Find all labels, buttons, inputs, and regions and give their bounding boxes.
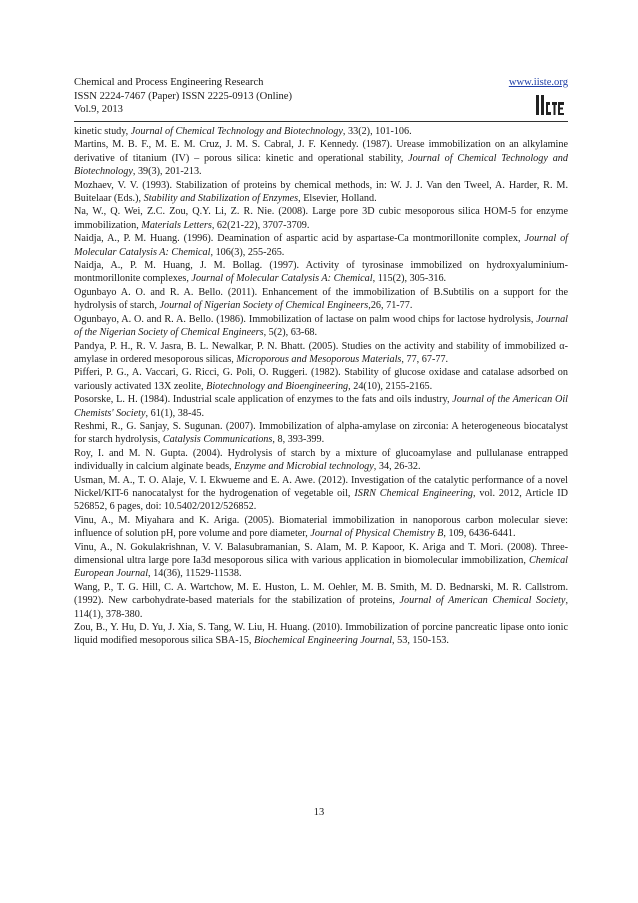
reference-list — [74, 125, 568, 648]
issn-line: ISSN 2224-7467 (Paper) ISSN 2225-0913 (Online) — [74, 90, 293, 102]
journal-info — [74, 76, 568, 117]
reference-source-title: Journal of the Nigerian Society of Chemical Engineers — [74, 313, 568, 339]
reference-entry — [74, 541, 568, 581]
reference-text: , 106(3), 255-265. — [210, 246, 285, 258]
iiste-logo-icon — [535, 93, 565, 117]
reference-source-title: Stability and Stabilization of Enzymes — [143, 193, 299, 205]
reference-source-title: Journal of Chemical Technology and Biotechnology — [130, 126, 343, 137]
reference-text: Wang, P., T. G. Hill, C. A. Wartchow, M. E. Huston, L. M. Oehler, M. B. Smith, M. D. Bednarski, M. R. Callstrom. (1992). New carbohydrate-based materials for the stabilization of proteins, — [74, 581, 568, 607]
reference-entry — [74, 340, 568, 367]
reference-entry — [74, 259, 568, 286]
reference-entry — [74, 366, 568, 393]
reference-source-title: Catalysis Communications — [162, 434, 273, 446]
reference-source-title: Journal of the American Oil Chemists' Society — [74, 394, 568, 419]
page-number: 13 — [313, 807, 325, 818]
reference-text: ,26, 71-77. — [368, 300, 413, 312]
header-rule — [74, 121, 568, 122]
reference-entry — [74, 286, 568, 313]
reference-text: Posorske, L. H. (1984). Industrial scale application of enzymes to the fats and oils industry, — [74, 394, 453, 406]
reference-source-title: Journal of Molecular Catalysis A: Chemical — [74, 233, 568, 258]
reference-source-title: Biochemical Engineering Journal — [253, 635, 393, 647]
reference-text: Naidja, A., P. M. Huang. (1996). Deamination of aspartic acid by aspartase-Ca montmorillonite complex, — [74, 233, 525, 245]
reference-text: , Elsevier, Holland. — [298, 193, 377, 205]
reference-text: kinetic study, — [74, 126, 131, 137]
reference-text: , 39(3), 201-213. — [132, 166, 202, 178]
reference-text: , 109, 6436-6441. — [443, 528, 516, 540]
reference-text: Ogunbayo, A. O. and R. A. Bello. (1986). Immobilization of lactase on palm wood chips for lactose hydrolysis, — [74, 313, 537, 325]
journal-title: Chemical and Process Engineering Research — [74, 77, 264, 88]
reference-entry — [74, 447, 568, 474]
reference-text: , 24(10), 2155-2165. — [348, 380, 433, 392]
reference-source-title: Microporous and Mesoporous Materials — [236, 353, 402, 365]
reference-text: , 34, 26-32. — [373, 461, 421, 473]
reference-entry — [74, 514, 568, 541]
reference-text: , 53, 150-153. — [392, 635, 449, 647]
reference-entry — [74, 205, 568, 232]
reference-text: Usman, M. A., T. O. Alaje, V. I. Ekwueme and E. A. Awe. (2012). Investigation of the catalytic performance of a novel Nickel/KIT-6 nanocatalyst for the hydrogenation of vegetable oil, — [74, 474, 568, 499]
reference-source-title: Journal of Chemical Technology and Biotechnology — [74, 152, 568, 178]
reference-text: Ogunbayo A. O. and R. A. Bello. (2011). Enhancement of the immobilization of B.Subtilis on a support for the hydrolysis of starch, — [74, 286, 568, 312]
page-header — [74, 76, 568, 117]
reference-text: , 14(36), 11529-11538. — [148, 568, 242, 580]
reference-entry — [74, 138, 568, 178]
reference-text: Roy, I. and M. N. Gupta. (2004). Hydrolysis of starch by a mixture of glucoamylase and pullulanase entrapped individually in calcium alginate beads, — [74, 447, 568, 473]
reference-text: , 62(21-22), 3707-3709. — [211, 219, 310, 231]
reference-source-title: Materials Letters — [141, 219, 212, 231]
reference-entry — [74, 420, 568, 447]
reference-source-title: Journal of Molecular Catalysis A: Chemical — [191, 273, 373, 285]
reference-text: Reshmi, R., G. Sanjay, S. Sugunan. (2007). Immobilization of alpha-amylase on zirconia: A heterogeneous biocatalyst for starch hydrolysis, — [74, 420, 568, 446]
reference-text: , 61(1), 38-45. — [145, 407, 205, 419]
reference-text: , 33(2), 101-106. — [342, 126, 412, 137]
reference-text: Zou, B., Y. Hu, D. Yu, J. Xia, S. Tang, W. Liu, H. Huang. (2010). Immobilization of porcine pancreatic lipase onto ionic liquid modified mesoporous silica SBA-15, — [74, 622, 568, 647]
reference-text: Mozhaev, V. V. (1993). Stabilization of proteins by chemical methods, in: W. J. J. Van den Tweel, A. Harder, R. M. Buitelaar (Eds.), — [74, 179, 568, 205]
reference-source-title: Biotechnology and Bioengineering — [206, 380, 349, 392]
reference-entry — [74, 474, 568, 514]
reference-text: , 77, 67-77. — [401, 353, 449, 365]
reference-text: , vol. 2012, Article ID 526852, 6 pages, doi: 10.5402/2012/526852. — [74, 487, 568, 513]
reference-text: , 8, 393-399. — [272, 434, 325, 446]
reference-entry — [74, 621, 568, 648]
reference-text: , 5(2), 63-68. — [263, 327, 318, 339]
reference-text: Pandya, P. H., R. V. Jasra, B. L. Newalkar, P. N. Bhatt. (2005). Studies on the activity and stability of immobilized α-amylase in ordered mesoporous silicas, — [74, 340, 568, 365]
volume-line: Vol.9, 2013 — [74, 104, 123, 116]
reference-source-title: Journal of American Chemical Society — [399, 595, 566, 607]
reference-text: Pifferi, P. G., A. Vaccari, G. Ricci, G. Poli, O. Ruggeri. (1982). Stability of glucose oxidase and catalase adsorbed on variously activated 13X zeolite, — [74, 367, 568, 392]
reference-source-title: Journal of Nigerian Society of Chemical Engineers — [159, 300, 369, 312]
reference-source-title: Chemical European Journal — [74, 555, 568, 580]
reference-text: Vinu, A., M. Miyahara and K. Ariga. (2005). Biomaterial immobilization in nanoporous carbon molecular sieve: influence of solution pH, pore volume and pore diameter, — [74, 514, 568, 540]
reference-entry — [74, 179, 568, 206]
reference-entry — [74, 125, 568, 138]
reference-entry — [74, 581, 568, 621]
reference-text: Martins, M. B. F., M. E. M. Cruz, J. M. S. Cabral, J. F. Kennedy. (1987). Urease immobilization on an alkylamine derivative of titanium (IV) – porous silica: kinetic and operational stability, — [74, 139, 568, 164]
reference-entry — [74, 393, 568, 420]
reference-source-title: ISRN Chemical Engineering — [354, 487, 474, 499]
journal-url-link[interactable]: www.iiste.org — [508, 77, 568, 88]
reference-text: Na, W., Q. Wei, Z.C. Zou, Q.Y. Li, Z. R. Nie. (2008). Large pore 3D cubic mesoporous silica HOM-5 for enzyme immobilization, — [74, 206, 568, 231]
reference-source-title: Enzyme and Microbial technology — [234, 461, 374, 473]
reference-text: Vinu, A., N. Gokulakrishnan, V. V. Balasubramanian, S. Alam, M. P. Kapoor, K. Ariga and T. Mori. (2008). Three-dimensional ultra large pore Ia3d mesoporous silica with various application in biomolecular immobilization, — [74, 541, 568, 566]
reference-entry — [74, 232, 568, 259]
reference-text: Naidja, A., P. M. Huang, J. M. Bollag. (1997). Activity of tyrosinase immobilized on hydroxyaluminium-montmorillonite complexes, — [74, 260, 568, 285]
reference-entry — [74, 313, 568, 340]
reference-text: , 115(2), 305-316. — [372, 273, 447, 285]
reference-source-title: Journal of Physical Chemistry B — [310, 528, 444, 540]
reference-text: , 114(1), 378-380. — [74, 595, 568, 620]
